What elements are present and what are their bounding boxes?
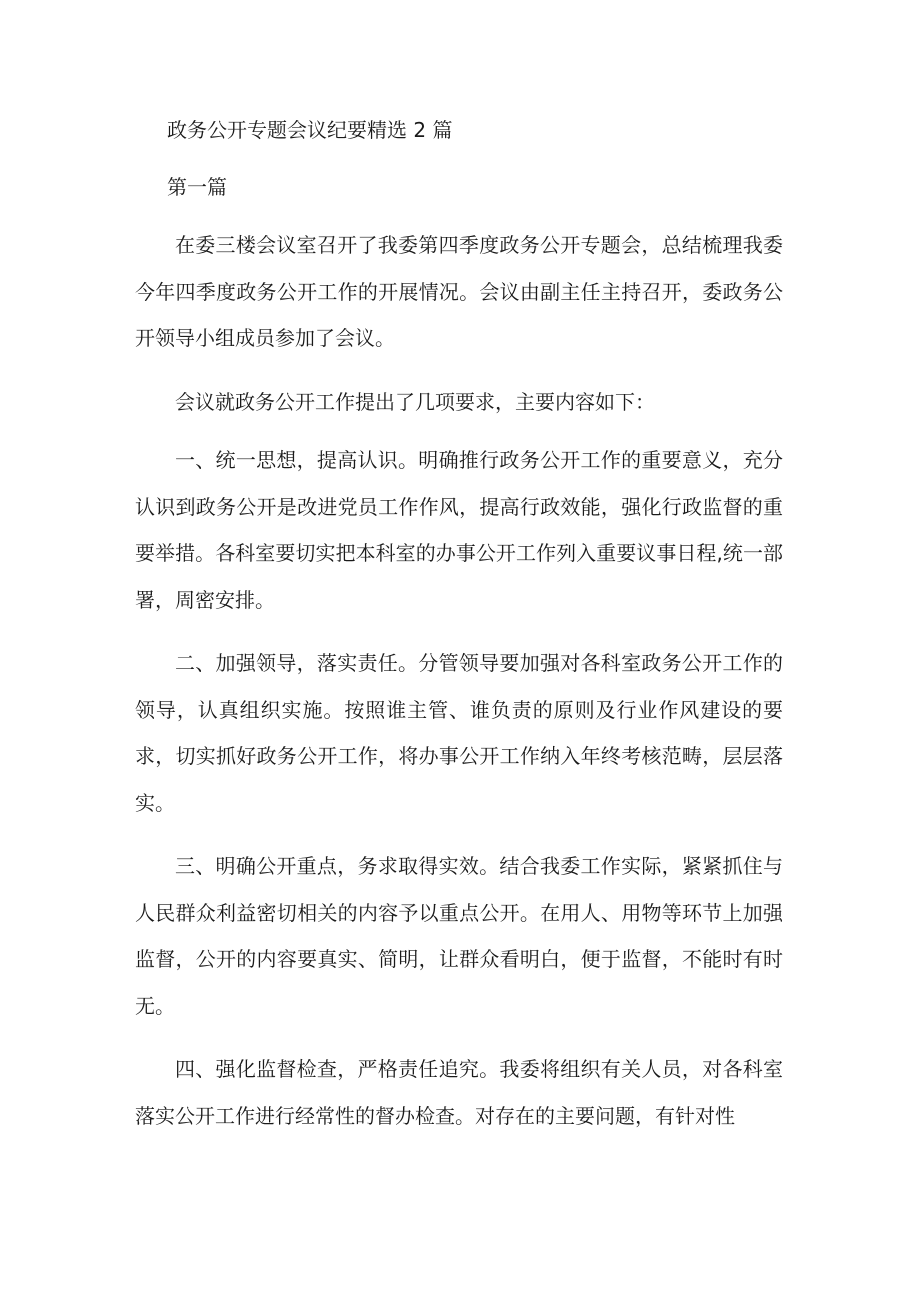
paragraph-requirements-lead: 会议就政务公开工作提出了几项要求，主要内容如下： — [175, 390, 655, 414]
paragraph-item-four: 四、强化监督检查，严格责任追究。我委将组织有关人员，对各科室落实公开工作进行经常性的督办检查。对存在的主要问题，有针对性 — [135, 1057, 783, 1128]
paragraph-intro: 在委三楼会议室召开了我委第四季度政务公开专题会，总结梳理我委今年四季度政务公开工作的开展情况。会议由副主任主持召开，委政务公开领导小组成员参加了会议。 — [135, 233, 783, 350]
paragraph-item-two: 二、加强领导，落实责任。分管领导要加强对各科室政务公开工作的领导，认真组织实施。按照谁主管、谁负责的原则及行业作风建设的要求，切实抓好政务公开工作，将办事公开工作纳入年终考核范畴，层层落实。 — [135, 651, 783, 815]
paragraph-item-one: 一、统一思想，提高认识。明确推行政务公开工作的重要意义，充分认识到政务公开是改进党员工作作风，提高行政效能，强化行政监督的重要举措。各科室要切实把本科室的办事公开工作列入重要议事日程,统一部署，周密安排。 — [135, 448, 783, 612]
section-heading: 第一篇 — [167, 175, 227, 199]
document-title: 政务公开专题会议纪要精选 2 篇 — [167, 118, 453, 142]
paragraph-item-three: 三、明确公开重点，务求取得实效。结合我委工作实际，紧紧抓住与人民群众利益密切相关的内容予以重点公开。在用人、用物等环节上加强监督，公开的内容要真实、简明，让群众看明白，便于监督，不能时有时无。 — [135, 854, 783, 1018]
